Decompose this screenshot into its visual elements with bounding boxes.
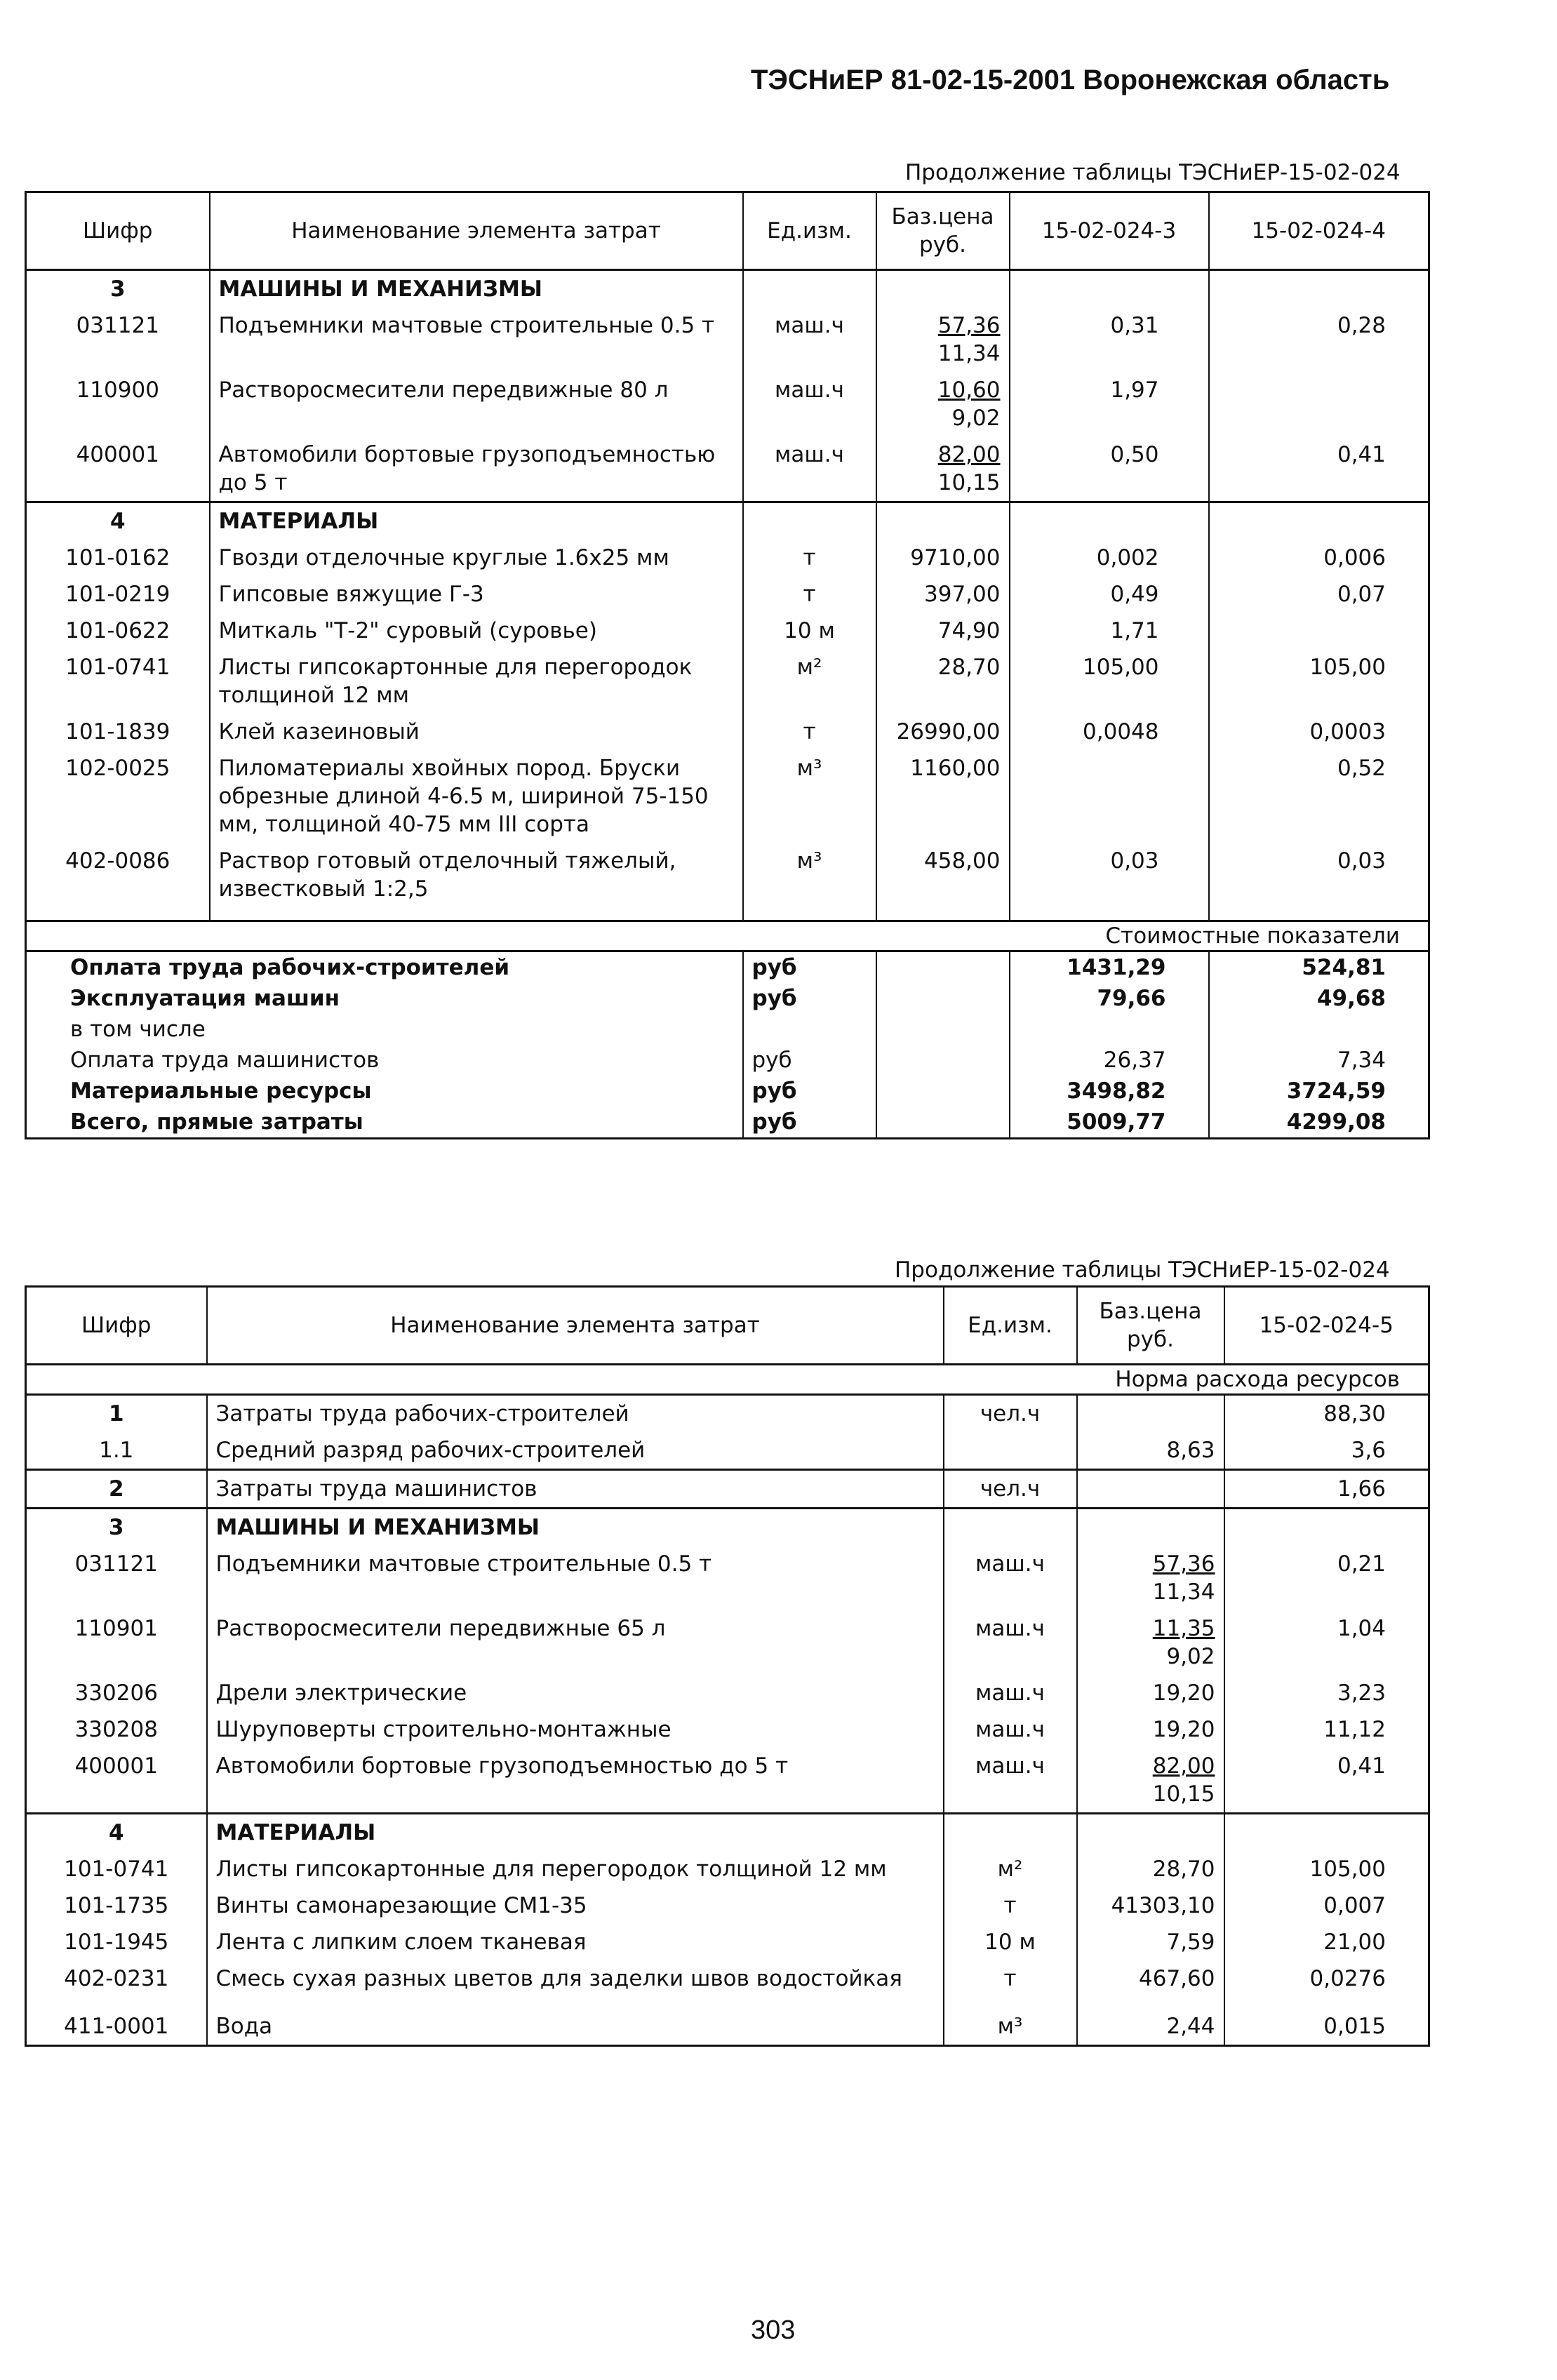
- table-row: [26, 1610, 1429, 1675]
- cell-code: 101-1735: [26, 1887, 207, 1924]
- cell-unit: маш.ч: [743, 436, 876, 502]
- cell-unit: м²: [743, 649, 876, 714]
- table-row: [26, 1851, 1429, 1887]
- summary-name: Эксплуатация машин: [26, 983, 743, 1014]
- cell-code: 2: [26, 1470, 207, 1509]
- cell-unit: маш.ч: [944, 1610, 1077, 1675]
- cell-unit: т: [944, 1960, 1077, 1997]
- cell-unit: [944, 1432, 1077, 1470]
- cell-code: 102-0025: [26, 750, 210, 843]
- col-header-15-02-024-5: 15-02-024-5: [1224, 1287, 1429, 1365]
- cell-name: Листы гипсокартонные для перегородок толщиной 12 мм: [210, 649, 743, 714]
- cell-unit: маш.ч: [944, 1711, 1077, 1748]
- price-value: 10,60: [937, 377, 1001, 403]
- cell-value: 0,002: [1010, 540, 1209, 576]
- cell-value: 1,04: [1224, 1610, 1429, 1675]
- table-row: [26, 1711, 1429, 1748]
- price-driver-wage: 10,15: [1152, 1781, 1215, 1807]
- summary-row: [26, 1107, 1429, 1139]
- section-row: [26, 1509, 1429, 1546]
- table-row: [26, 714, 1429, 750]
- price-value: 82,00: [937, 442, 1001, 467]
- cell-name: Дрели электрические: [207, 1675, 944, 1711]
- cell-unit: м³: [743, 843, 876, 907]
- cell-name: Клей казеиновый: [210, 714, 743, 750]
- cell-unit: маш.ч: [944, 1748, 1077, 1814]
- table-row: [26, 613, 1429, 649]
- table-row: [26, 540, 1429, 576]
- cell-price: 1160,00: [876, 750, 1010, 843]
- section-row: [26, 270, 1429, 308]
- table-row: [26, 436, 1429, 502]
- page-number: 303: [751, 2315, 796, 2345]
- col-header-code: Шифр: [26, 192, 210, 270]
- cell-name: Пиломатериалы хвойных пород. Бруски обрезные длиной 4-6.5 м, шириной 75-150 мм, толщиной 40-75 мм III сорта: [210, 750, 743, 843]
- col-header-15-02-024-4: 15-02-024-4: [1209, 192, 1429, 270]
- table-row: [26, 649, 1429, 714]
- price-value: 57,36: [937, 313, 1001, 338]
- summary-value: 5009,77: [1010, 1107, 1209, 1139]
- cell-value: [1209, 613, 1429, 649]
- table-row: [26, 1997, 1429, 2046]
- cell-name: Автомобили бортовые грузоподъемностью до 5 т: [207, 1748, 944, 1814]
- table2-header-row: [26, 1287, 1429, 1365]
- table1-caption: Продолжение таблицы ТЭСНиЕР-15-02-024: [905, 160, 1401, 185]
- cell-code: 402-0086: [26, 843, 210, 907]
- cell-value: 105,00: [1224, 1851, 1429, 1887]
- cell-unit: т: [743, 540, 876, 576]
- cell-value: 0,41: [1224, 1748, 1429, 1814]
- cell-name: Гвозди отделочные круглые 1.6х25 мм: [210, 540, 743, 576]
- spacer-row: [26, 907, 1429, 921]
- table-row: [26, 750, 1429, 843]
- cell-code: 1: [26, 1395, 207, 1433]
- cell-price: 2,44: [1077, 1997, 1224, 2046]
- cell-price: 7,59: [1077, 1924, 1224, 1960]
- cell-value: 88,30: [1224, 1395, 1429, 1433]
- cell-code: 110901: [26, 1610, 207, 1675]
- table-row: [26, 1546, 1429, 1610]
- cell-code: 031121: [26, 1546, 207, 1610]
- cell-unit: маш.ч: [743, 372, 876, 436]
- cell-value: [1209, 372, 1429, 436]
- summary-name: Оплата труда рабочих-строителей: [26, 951, 743, 984]
- cell-unit: м³: [944, 1997, 1077, 2046]
- cell-name: Автомобили бортовые грузоподъемностью до 5 т: [210, 436, 743, 502]
- cell-unit: 10 м: [944, 1924, 1077, 1960]
- cell-code: 101-0622: [26, 613, 210, 649]
- price-value: 11,35: [1152, 1616, 1215, 1641]
- cell-price: 19,20: [1077, 1675, 1224, 1711]
- cell-price: 19,20: [1077, 1711, 1224, 1748]
- cell-name: Подъемники мачтовые строительные 0.5 т: [210, 307, 743, 372]
- price-driver-wage: 11,34: [1152, 1579, 1215, 1605]
- cell-name: Вода: [207, 1997, 944, 2046]
- summary-unit: руб: [743, 1076, 876, 1107]
- cell-name: Растворосмесители передвижные 80 л: [210, 372, 743, 436]
- col-header-price: Баз.цена руб.: [876, 192, 1010, 270]
- cell-value: 0,0048: [1010, 714, 1209, 750]
- cell-name: Подъемники мачтовые строительные 0.5 т: [207, 1546, 944, 1610]
- cell-code: 031121: [26, 307, 210, 372]
- table-row: [26, 1395, 1429, 1433]
- table1-resource-norms: [25, 191, 1430, 1139]
- cell-value: 0,52: [1209, 750, 1429, 843]
- cell-code: 101-0741: [26, 1851, 207, 1887]
- col-header-code: Шифр: [26, 1287, 207, 1365]
- summary-value: 524,81: [1209, 951, 1429, 984]
- cell-value: 1,66: [1224, 1470, 1429, 1509]
- summary-value: [1209, 1014, 1429, 1045]
- price-value: 57,36: [1152, 1551, 1215, 1577]
- cell-price: 8,63: [1077, 1432, 1224, 1470]
- price-value: 82,00: [1152, 1753, 1215, 1779]
- cell-unit: т: [743, 576, 876, 613]
- table-row: [26, 307, 1429, 372]
- summary-value: 26,37: [1010, 1045, 1209, 1076]
- cell-name: Растворосмесители передвижные 65 л: [207, 1610, 944, 1675]
- cell-price: [1077, 1610, 1224, 1675]
- cell-value: 0,41: [1209, 436, 1429, 502]
- cost-band-row: [26, 921, 1429, 951]
- document-header: ТЭСНиЕР 81-02-15-2001 Воронежская область: [751, 65, 1390, 95]
- cell-value: 3,6: [1224, 1432, 1429, 1470]
- cell-name: Затраты труда машинистов: [207, 1470, 944, 1509]
- cell-code: 400001: [26, 1748, 207, 1814]
- table-row: [26, 372, 1429, 436]
- cell-value: 0,0276: [1224, 1960, 1429, 1997]
- cell-code: 330208: [26, 1711, 207, 1748]
- cell-price: 74,90: [876, 613, 1010, 649]
- section-row: [26, 1814, 1429, 1852]
- norm-band-label: Норма расхода ресурсов: [26, 1365, 1429, 1395]
- summary-row: [26, 983, 1429, 1014]
- cell-price: [1077, 1748, 1224, 1814]
- cell-code: 1.1: [26, 1432, 207, 1470]
- cell-code: 402-0231: [26, 1960, 207, 1997]
- cell-unit: маш.ч: [743, 307, 876, 372]
- cell-code: 101-1945: [26, 1924, 207, 1960]
- table-row: [26, 1924, 1429, 1960]
- cell-value: 0,31: [1010, 307, 1209, 372]
- cell-value: 3,23: [1224, 1675, 1429, 1711]
- summary-row: [26, 1014, 1429, 1045]
- summary-unit: руб: [743, 951, 876, 984]
- cell-value: 0,03: [1010, 843, 1209, 907]
- summary-row: [26, 951, 1429, 984]
- cell-value: 0,49: [1010, 576, 1209, 613]
- cell-value: 1,71: [1010, 613, 1209, 649]
- cell-unit: м³: [743, 750, 876, 843]
- cell-name: Смесь сухая разных цветов для заделки швов водостойкая: [207, 1960, 944, 1997]
- cost-band-label: Стоимостные показатели: [26, 921, 1429, 951]
- cell-price: 467,60: [1077, 1960, 1224, 1997]
- norm-band-row: [26, 1365, 1429, 1395]
- summary-row: [26, 1076, 1429, 1107]
- table-row: [26, 1432, 1429, 1470]
- cell-name: Листы гипсокартонные для перегородок толщиной 12 мм: [207, 1851, 944, 1887]
- summary-value: [1010, 1014, 1209, 1045]
- section-title: МАТЕРИАЛЫ: [207, 1814, 944, 1852]
- section-number: 3: [26, 1509, 207, 1546]
- cell-price: [876, 372, 1010, 436]
- summary-value: 7,34: [1209, 1045, 1429, 1076]
- col-header-name: Наименование элемента затрат: [207, 1287, 944, 1365]
- price-driver-wage: 9,02: [951, 406, 1001, 431]
- cell-name: Миткаль "Т-2" суровый (суровье): [210, 613, 743, 649]
- cell-value: 21,00: [1224, 1924, 1429, 1960]
- table2-caption: Продолжение таблицы ТЭСНиЕР-15-02-024: [895, 1257, 1390, 1283]
- cell-code: 400001: [26, 436, 210, 502]
- cell-price: 9710,00: [876, 540, 1010, 576]
- col-header-price: Баз.цена руб.: [1077, 1287, 1224, 1365]
- cell-name: Затраты труда рабочих-строителей: [207, 1395, 944, 1433]
- cell-value: 0,007: [1224, 1887, 1429, 1924]
- cell-code: 101-0219: [26, 576, 210, 613]
- table-row: [26, 1960, 1429, 1997]
- cell-name: Шуруповерты строительно-монтажные: [207, 1711, 944, 1748]
- cell-unit: чел.ч: [944, 1470, 1077, 1509]
- summary-unit: [743, 1014, 876, 1045]
- cell-code: 330206: [26, 1675, 207, 1711]
- cell-value: [1010, 750, 1209, 843]
- summary-value: 1431,29: [1010, 951, 1209, 984]
- cell-price: 28,70: [1077, 1851, 1224, 1887]
- section-number: 4: [26, 1814, 207, 1852]
- cell-value: 0,015: [1224, 1997, 1429, 2046]
- summary-row: [26, 1045, 1429, 1076]
- cell-value: 105,00: [1010, 649, 1209, 714]
- col-header-unit: Ед.изм.: [944, 1287, 1077, 1365]
- section-number: 4: [26, 502, 210, 540]
- cell-value: 11,12: [1224, 1711, 1429, 1748]
- cell-value: 0,006: [1209, 540, 1429, 576]
- summary-value: 3724,59: [1209, 1076, 1429, 1107]
- cell-name: Лента с липким слоем тканевая: [207, 1924, 944, 1960]
- col-header-name: Наименование элемента затрат: [210, 192, 743, 270]
- cell-value: 0,28: [1209, 307, 1429, 372]
- table-row: [26, 576, 1429, 613]
- col-header-unit: Ед.изм.: [743, 192, 876, 270]
- section-title: МАШИНЫ И МЕХАНИЗМЫ: [210, 270, 743, 308]
- summary-name: Материальные ресурсы: [26, 1076, 743, 1107]
- cell-price: 458,00: [876, 843, 1010, 907]
- table-row: [26, 1887, 1429, 1924]
- cell-unit: маш.ч: [944, 1546, 1077, 1610]
- table-row: [26, 843, 1429, 907]
- table-row: [26, 1675, 1429, 1711]
- summary-unit: руб: [743, 983, 876, 1014]
- cell-value: 1,97: [1010, 372, 1209, 436]
- cell-code: 110900: [26, 372, 210, 436]
- price-driver-wage: 9,02: [1166, 1644, 1215, 1669]
- section-title: МАТЕРИАЛЫ: [210, 502, 743, 540]
- cell-price: [876, 307, 1010, 372]
- summary-value: 79,66: [1010, 983, 1209, 1014]
- price-driver-wage: 10,15: [937, 470, 1001, 495]
- cell-unit: м²: [944, 1851, 1077, 1887]
- cell-unit: т: [944, 1887, 1077, 1924]
- cell-value: 0,03: [1209, 843, 1429, 907]
- cell-value: 0,07: [1209, 576, 1429, 613]
- cell-code: 411-0001: [26, 1997, 207, 2046]
- cell-code: 101-0162: [26, 540, 210, 576]
- table1-header-row: [26, 192, 1429, 270]
- section-number: 3: [26, 270, 210, 308]
- section-title: МАШИНЫ И МЕХАНИЗМЫ: [207, 1509, 944, 1546]
- cell-price: [1077, 1395, 1224, 1433]
- cell-value: 0,50: [1010, 436, 1209, 502]
- cell-price: 397,00: [876, 576, 1010, 613]
- cell-value: 105,00: [1209, 649, 1429, 714]
- cell-name: Раствор готовый отделочный тяжелый, известковый 1:2,5: [210, 843, 743, 907]
- cell-unit: маш.ч: [944, 1675, 1077, 1711]
- summary-name: Всего, прямые затраты: [26, 1107, 743, 1139]
- summary-value: 4299,08: [1209, 1107, 1429, 1139]
- summary-value: 3498,82: [1010, 1076, 1209, 1107]
- cell-code: 101-1839: [26, 714, 210, 750]
- cell-unit: т: [743, 714, 876, 750]
- summary-name: Оплата труда машинистов: [26, 1045, 743, 1076]
- summary-name: в том числе: [26, 1014, 743, 1045]
- cell-price: 26990,00: [876, 714, 1010, 750]
- table-row: [26, 1748, 1429, 1814]
- cell-code: 101-0741: [26, 649, 210, 714]
- cell-value: 0,0003: [1209, 714, 1429, 750]
- summary-unit: руб: [743, 1045, 876, 1076]
- cell-name: Гипсовые вяжущие Г-3: [210, 576, 743, 613]
- price-driver-wage: 11,34: [937, 341, 1001, 366]
- cell-price: [876, 436, 1010, 502]
- cell-value: 0,21: [1224, 1546, 1429, 1610]
- summary-value: 49,68: [1209, 983, 1429, 1014]
- col-header-15-02-024-3: 15-02-024-3: [1010, 192, 1209, 270]
- section-row: [26, 502, 1429, 540]
- cell-name: Средний разряд рабочих-строителей: [207, 1432, 944, 1470]
- cell-unit: 10 м: [743, 613, 876, 649]
- cell-price: 41303,10: [1077, 1887, 1224, 1924]
- cell-price: [1077, 1546, 1224, 1610]
- cell-unit: чел.ч: [944, 1395, 1077, 1433]
- summary-unit: руб: [743, 1107, 876, 1139]
- table2-resource-norms: [25, 1285, 1430, 2047]
- cell-price: 28,70: [876, 649, 1010, 714]
- cell-name: Винты самонарезающие СМ1-35: [207, 1887, 944, 1924]
- table-row: [26, 1470, 1429, 1509]
